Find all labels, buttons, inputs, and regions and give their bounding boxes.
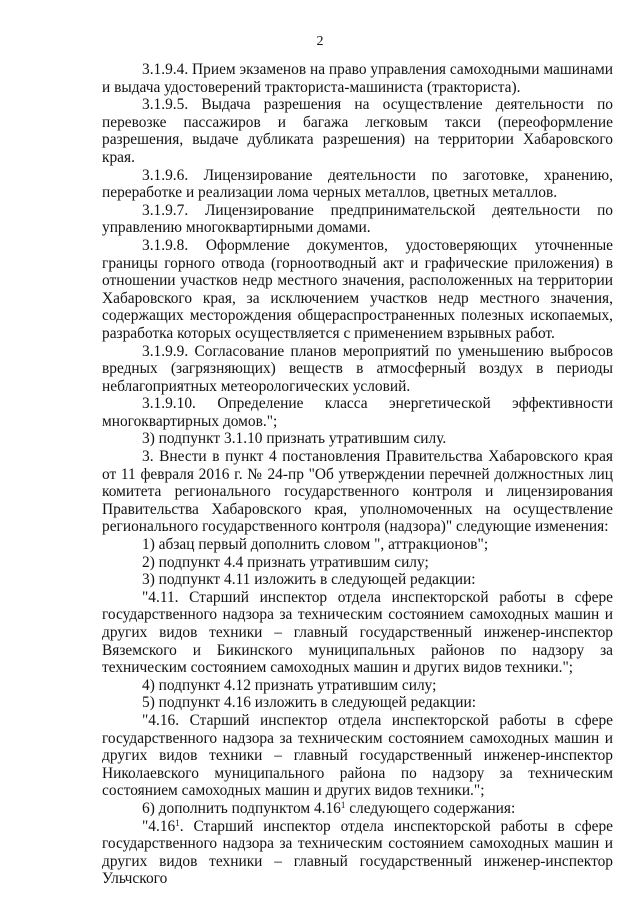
- paragraph-4-16: "4.16. Старший инспектор отдела инспекторской работы в сфере государственного надзора за техническим состоянием самоходных машин и других видов техники – главный государственный инженер-инспектор Николаевского муниципального района по надзору за техническим состоянием самоходных машин и других видов техники.";: [102, 711, 613, 800]
- paragraph-item-5: 5) подпункт 4.16 изложить в следующей редакции:: [142, 694, 477, 712]
- paragraph-3-1-9-9: 3.1.9.9. Согласование планов мероприятий по уменьшению выбросов вредных (загрязняющих) веществ в атмосферный воздух в периоды неблагоприятных метеорологических условий.: [102, 342, 613, 395]
- superscript-1: 1: [340, 799, 346, 810]
- paragraph-item-6-text: 6) дополнить подпунктом 4.16: [142, 799, 341, 817]
- page-number: 2: [316, 34, 324, 49]
- paragraph-4-16-1-number: "4.16: [142, 817, 176, 835]
- paragraph-item-3: 3) подпункт 3.1.10 признать утратившим силу.: [142, 430, 447, 448]
- paragraph-3-1-9-4: 3.1.9.4. Прием экзаменов на право управления самоходными машинами и выдача удостоверений тракториста-машиниста (тракториста).: [102, 61, 613, 96]
- paragraph-item-4: 4) подпункт 4.12 признать утратившим силу;: [142, 676, 437, 694]
- paragraph-item-6: [102, 800, 613, 818]
- paragraph-4-16-1-text: . Старший инспектор отдела инспекторской работы в сфере государственного надзора за техническим состоянием самоходных машин и других видов техники – главный государственный инженер-инспектор Ульчского: [102, 817, 613, 888]
- superscript-1-second: 1: [175, 817, 180, 828]
- paragraph-4-16-1: [102, 818, 613, 888]
- paragraph-item-1: 1) абзац первый дополнить словом ", аттракционов";: [142, 536, 489, 554]
- paragraph-item-3-edit: 3) подпункт 4.11 изложить в следующей редакции:: [142, 571, 476, 589]
- paragraph-3-1-9-7: 3.1.9.7. Лицензирование предпринимательской деятельности по управлению многоквартирными домами.: [102, 201, 613, 237]
- paragraph-item-2: 2) подпункт 4.4 признать утратившим силу;: [142, 553, 429, 571]
- paragraph-section-3: 3. Внести в пункт 4 постановления Правительства Хабаровского края от 11 февраля 2016 г. № 24-пр "Об утверждении перечней должностных лиц комитета регионального государственного контроля и лицензирования Правительства Хабаровского края, уполномоченных на осуществление регионального государственного контроля (надзора)" следующие изменения:: [102, 448, 613, 536]
- paragraph-3-1-9-5: 3.1.9.5. Выдача разрешения на осуществление деятельности по перевозке пассажиров и багажа легковым такси (переоформление разрешения, выдаче дубликата разрешения) на территории Хабаровского края.: [102, 96, 613, 166]
- paragraph-4-11: "4.11. Старший инспектор отдела инспекторской работы в сфере государственного надзора за техническим состоянием самоходных машин и других видов техники – главный государственный инженер-инспектор Вяземского и Бикинского муниципальных районов по надзору за техническим состоянием самоходных машин и других видов техники.";: [102, 588, 613, 677]
- document-body: [102, 61, 613, 888]
- paragraph-3-1-9-6: 3.1.9.6. Лицензирование деятельности по заготовке, хранению, переработке и реализации лома черных металлов, цветных металлов.: [102, 166, 613, 202]
- paragraph-3-1-9-8: 3.1.9.8. Оформление документов, удостоверяющих уточненные границы горного отвода (горноотводный акт и графические приложения) в отношении участков недр местного значения, расположенных на территории Хабаровского края, за исключением участков недр местного значения, содержащих месторождения общераспространенных полезных ископаемых, разработка которых осуществляется с применением взрывных работ.: [102, 236, 613, 342]
- paragraph-item-6-text-end: следующего содержания:: [345, 799, 516, 817]
- paragraph-3-1-9-10: 3.1.9.10. Определение класса энергетической эффективности многоквартирных домов.";: [102, 395, 613, 430]
